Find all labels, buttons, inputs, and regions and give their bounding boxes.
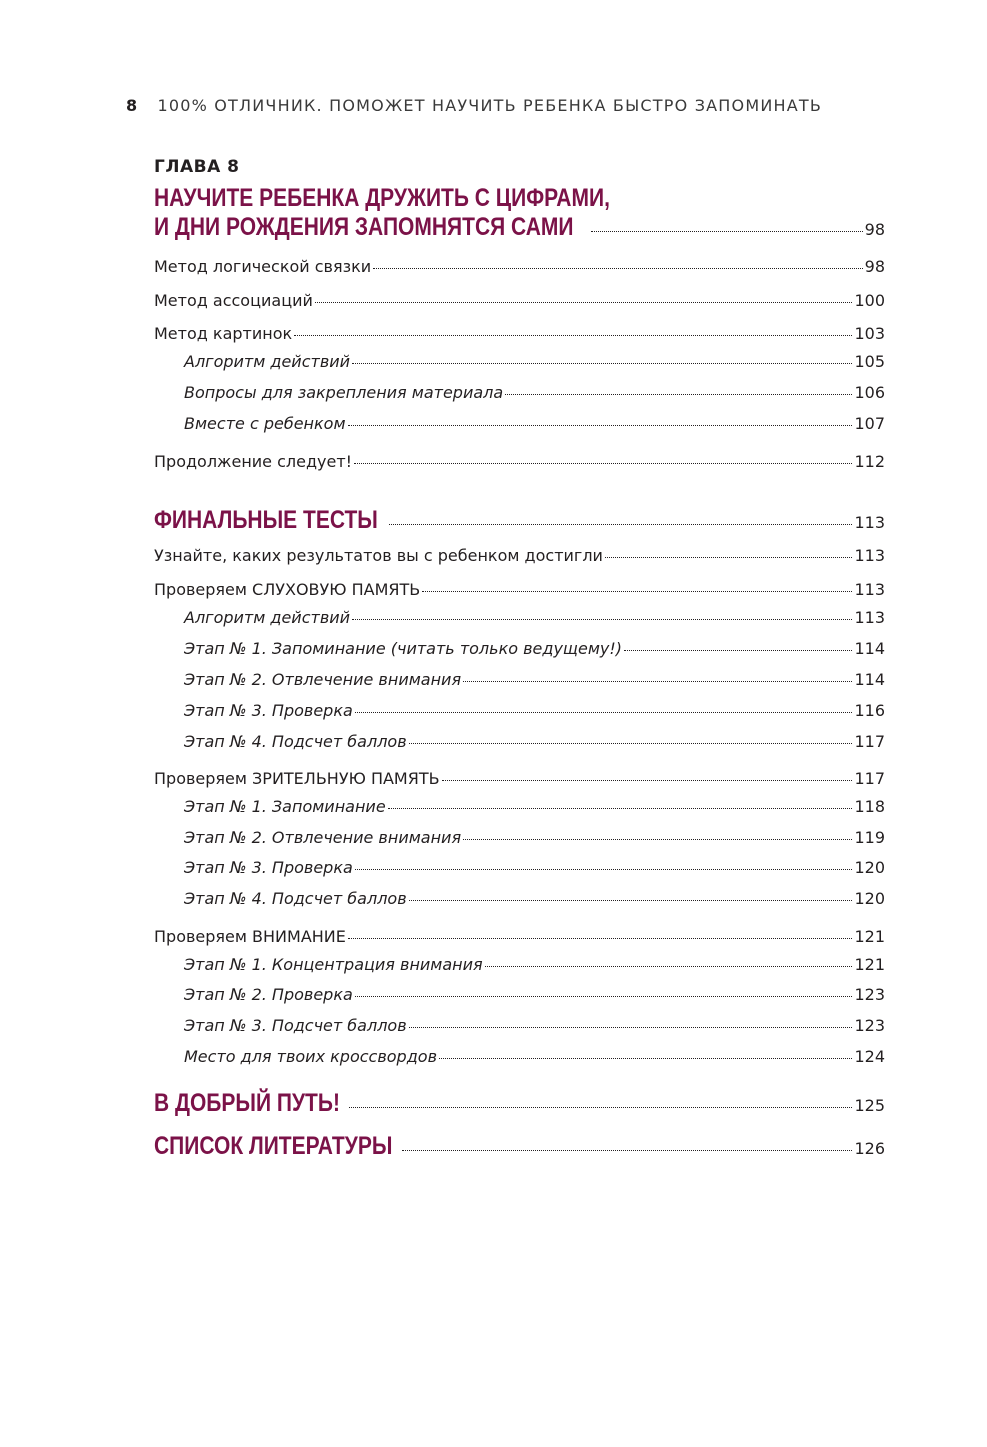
leader-dots [485, 966, 853, 967]
toc-section-references[interactable] [154, 1132, 885, 1161]
entry-title: Этап № 3. Подсчет баллов [184, 1016, 407, 1035]
toc-subentry[interactable] [184, 414, 885, 433]
entry-title: Этап № 4. Подсчет баллов [184, 732, 407, 751]
entry-title: Проверяем ЗРИТЕЛЬНУЮ ПАМЯТЬ [154, 769, 440, 788]
toc-subentry[interactable] [184, 732, 885, 751]
leader-dots [355, 996, 853, 997]
leader-dots [389, 524, 853, 525]
page-ref: 113 [854, 546, 885, 565]
chapter-label: ГЛАВА 8 [154, 157, 240, 177]
entry-title: Алгоритм действий [184, 608, 351, 627]
leader-dots [463, 839, 852, 840]
page-ref: 112 [854, 452, 885, 471]
page-ref: 114 [854, 639, 885, 658]
page-ref: 113 [854, 608, 885, 627]
leader-dots [388, 808, 853, 809]
page-ref: 120 [854, 889, 885, 908]
page-ref: 105 [854, 352, 885, 371]
leader-dots [505, 394, 852, 395]
entry-title: Метод картинок [154, 324, 293, 343]
toc-entry[interactable] [154, 546, 885, 565]
entry-title: Узнайте, каких результатов вы с ребенком достигли [154, 546, 603, 565]
leader-dots [605, 557, 853, 558]
toc-subentry[interactable] [184, 828, 885, 847]
entry-title: Продолжение следует! [154, 452, 353, 471]
toc-entry[interactable] [154, 580, 885, 599]
page-ref: 126 [854, 1139, 885, 1158]
leader-dots [402, 1150, 853, 1151]
page-ref: 118 [854, 797, 885, 816]
page-ref: 113 [854, 580, 885, 599]
entry-title: Этап № 3. Проверка [184, 701, 353, 720]
leader-dots [373, 268, 862, 269]
toc-subentry[interactable] [184, 608, 885, 627]
leader-dots [348, 938, 853, 939]
page-ref: 123 [854, 985, 885, 1004]
chapter-title-line1: НАУЧИТЕ РЕБЕНКА ДРУЖИТЬ С ЦИФРАМИ, [154, 184, 610, 212]
leader-dots [624, 650, 852, 651]
entry-title: Этап № 1. Запоминание (читать только ведущему!) [184, 639, 623, 658]
page-ref: 114 [854, 670, 885, 689]
page-ref: 117 [854, 732, 885, 751]
page-ref: 120 [854, 858, 885, 877]
toc-section-good-luck[interactable] [154, 1089, 885, 1118]
toc-entry[interactable] [154, 452, 885, 471]
toc-subentry[interactable] [184, 383, 885, 402]
book-title: 100% ОТЛИЧНИК. ПОМОЖЕТ НАУЧИТЬ РЕБЕНКА БЫСТРО ЗАПОМИНАТЬ [157, 96, 823, 115]
entry-title: Этап № 2. Отвлечение внимания [184, 670, 462, 689]
page-number: 8 [126, 96, 138, 115]
toc-subentry[interactable] [184, 889, 885, 908]
entry-title: Этап № 2. Отвлечение внимания [184, 828, 462, 847]
leader-dots [315, 302, 853, 303]
leader-dots [463, 681, 852, 682]
toc-subentry[interactable] [184, 858, 885, 877]
leader-dots [409, 743, 853, 744]
page-ref: 125 [854, 1096, 885, 1115]
toc-subentry[interactable] [184, 639, 885, 658]
leader-dots [591, 231, 862, 232]
leader-dots [439, 1058, 852, 1059]
entry-title: Алгоритм действий [184, 352, 351, 371]
entry-title: Этап № 2. Проверка [184, 985, 353, 1004]
toc-entry[interactable] [154, 324, 885, 343]
toc-subentry[interactable] [184, 955, 885, 974]
toc-entry[interactable] [154, 769, 885, 788]
leader-dots [349, 1107, 852, 1108]
toc-entry[interactable] [154, 257, 885, 276]
leader-dots [294, 335, 852, 336]
section-title: ФИНАЛЬНЫЕ ТЕСТЫ [154, 506, 378, 534]
leader-dots [422, 591, 852, 592]
entry-title: Вопросы для закрепления материала [184, 383, 504, 402]
running-header [126, 96, 822, 115]
page-ref: 116 [854, 701, 885, 720]
page-ref: 103 [854, 324, 885, 343]
page-ref: 106 [854, 383, 885, 402]
entry-title: Этап № 1. Запоминание [184, 797, 386, 816]
leader-dots [348, 425, 853, 426]
toc-entry[interactable] [154, 927, 885, 946]
leader-dots [409, 900, 853, 901]
entry-title: Место для твоих кроссвордов [184, 1047, 437, 1066]
page-ref: 113 [854, 513, 885, 532]
entry-title: Метод ассоциаций [154, 291, 313, 310]
entry-title: Проверяем ВНИМАНИЕ [154, 927, 346, 946]
page-ref: 121 [854, 927, 885, 946]
entry-title: Этап № 1. Концентрация внимания [184, 955, 483, 974]
leader-dots [354, 463, 852, 464]
chapter-title-line2: И ДНИ РОЖДЕНИЯ ЗАПОМНЯТСЯ САМИ [154, 213, 574, 241]
section-title: СПИСОК ЛИТЕРАТУРЫ [154, 1132, 393, 1160]
page-ref: 123 [854, 1016, 885, 1035]
toc-subentry[interactable] [184, 1016, 885, 1035]
toc-entry[interactable] [154, 291, 885, 310]
page-ref: 121 [854, 955, 885, 974]
entry-title: Этап № 3. Проверка [184, 858, 353, 877]
leader-dots [355, 712, 853, 713]
page-ref: 119 [854, 828, 885, 847]
page-ref: 117 [854, 769, 885, 788]
entry-title: Метод логической связки [154, 257, 372, 276]
toc-subentry[interactable] [184, 985, 885, 1004]
entry-title: Этап № 4. Подсчет баллов [184, 889, 407, 908]
entry-title: Проверяем СЛУХОВУЮ ПАМЯТЬ [154, 580, 421, 599]
toc-subentry[interactable] [184, 1047, 885, 1066]
section-title: В ДОБРЫЙ ПУТЬ! [154, 1089, 340, 1117]
toc-subentry[interactable] [184, 797, 885, 816]
leader-dots [352, 619, 852, 620]
leader-dots [442, 780, 853, 781]
toc-subentry[interactable] [184, 701, 885, 720]
page-ref: 124 [854, 1047, 885, 1066]
leader-dots [355, 869, 853, 870]
leader-dots [352, 363, 852, 364]
leader-dots [409, 1027, 853, 1028]
page-ref: 98 [864, 220, 885, 239]
entry-title: Вместе с ребенком [184, 414, 346, 433]
toc-chapter-title[interactable] [154, 213, 885, 242]
toc-section-final-tests[interactable] [154, 506, 885, 535]
page-ref: 107 [854, 414, 885, 433]
page-ref: 100 [854, 291, 885, 310]
toc-subentry[interactable] [184, 352, 885, 371]
page-ref: 98 [864, 257, 885, 276]
toc-subentry[interactable] [184, 670, 885, 689]
